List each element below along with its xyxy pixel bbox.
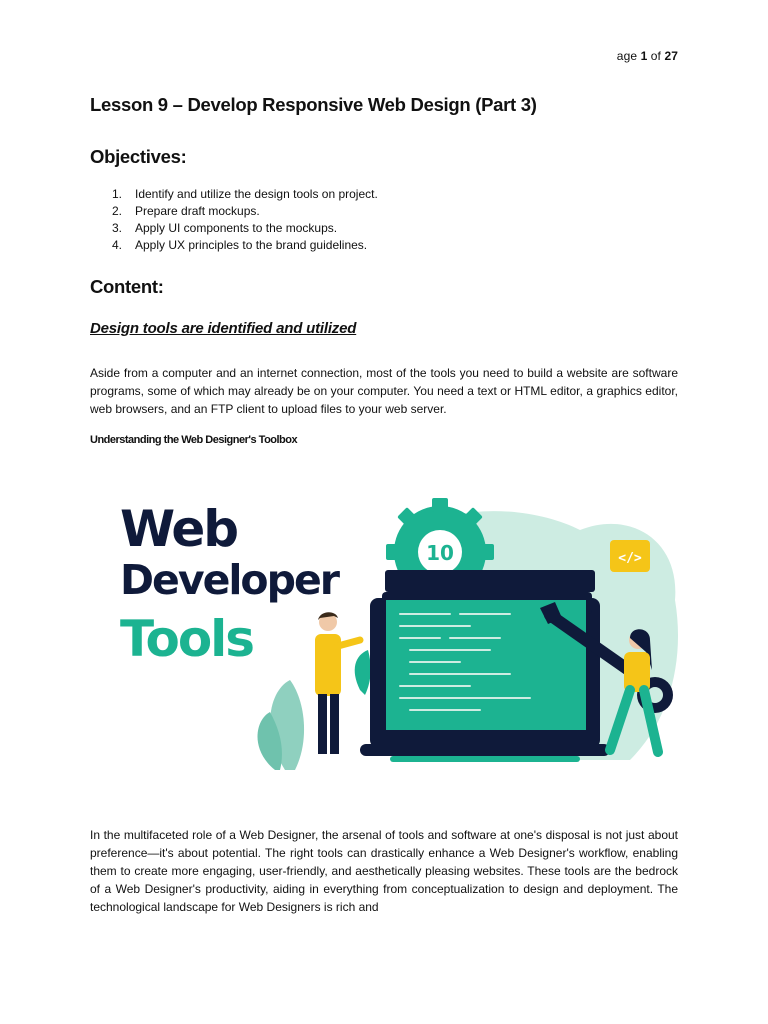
subheading: Understanding the Web Designer's Toolbox	[90, 434, 298, 446]
monitor-icon	[360, 570, 610, 762]
objective-item: 1. Identify and utilize the design tools on project.	[112, 187, 378, 201]
objective-item: 2. Prepare draft mockups.	[112, 204, 260, 218]
illustration-title-developer: Developer	[120, 556, 338, 604]
objective-item: 4. Apply UX principles to the brand guidelines.	[112, 238, 368, 252]
objective-item: 3. Apply UI components to the mockups.	[112, 221, 338, 235]
content-heading: Content:	[90, 276, 164, 297]
illustration-title-tools: Tools	[120, 610, 254, 668]
intro-paragraph: Aside from a computer and an internet connection, most of the tools you need to build a website are software programs, some of which may already be on your computer. You need a text or HTML editor, a graphics editor, web browsers, and an FTP client to upload files to your web server.	[90, 366, 678, 416]
page-total: 27	[664, 49, 678, 63]
section-title: Design tools are identified and utilized	[90, 320, 357, 337]
svg-text:</>: </>	[618, 551, 642, 566]
lesson-title: Lesson 9 – Develop Responsive Web Design (Part 3)	[90, 94, 537, 115]
page-current: 1	[640, 49, 648, 63]
body-paragraph: In the multifaceted role of a Web Designer, the arsenal of tools and software at one's disposal is not just about preference—it's about potential. The right tools can drastically enhance a Web Designer's workflow, enabling them to create more engaging, user-friendly, and aesthetically pleasing websites. These tools are the bedrock of a Web Designer's productivity, aiding in everything from conceptualization to design and deployment. The technological landscape for Web Designers is rich and	[90, 828, 678, 914]
gear-number: 10	[426, 541, 454, 565]
person-figure	[315, 612, 360, 754]
objectives-list	[90, 186, 378, 254]
objectives-heading: Objectives:	[90, 146, 187, 167]
illustration-title-web: Web	[120, 500, 238, 558]
page-number: age 1 of 27	[616, 49, 678, 63]
plant-leaf-icon	[355, 650, 371, 695]
